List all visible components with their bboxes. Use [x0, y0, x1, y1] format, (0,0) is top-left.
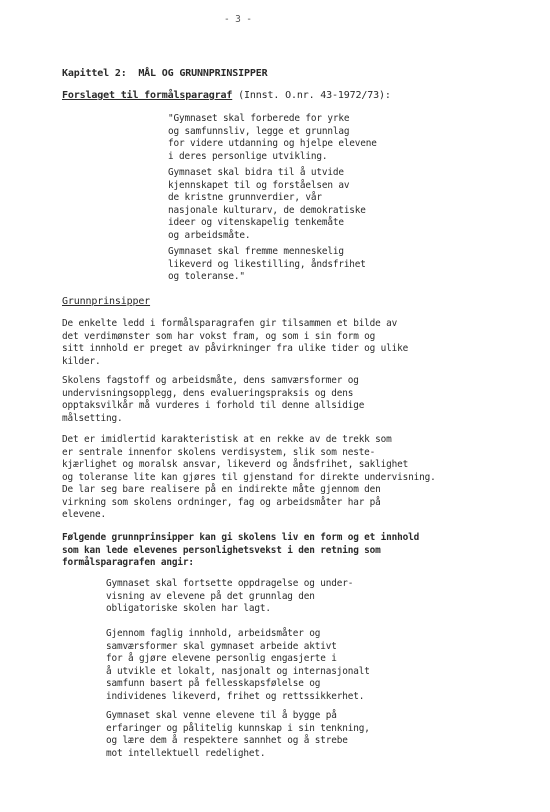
section-heading-grunnprinsipper: Grunnprinsipper	[62, 296, 151, 307]
principle-paragraph: Gymnaset skal fortsette oppdragelse og under- visning av elevene på det grunnlag den obligatoriske skolen har lagt.	[106, 578, 354, 614]
body-paragraph: Følgende grunnprinsipper kan gi skolens liv en form og et innhold som kan lede elevenes personlighetsvekst i den retning som formålsparagrafen angir:	[62, 532, 420, 568]
quote-paragraph: Gymnaset skal fremme menneskelig likeverd og likestilling, åndsfrihet og toleranse."	[168, 246, 366, 282]
body-paragraph: De enkelte ledd i formålsparagrafen gir tilsammen et bilde av det verdimønster som har vokst fram, og som i sin form og sitt innhold er preget av påvirkninger fra ulike tider og ulike kilder.	[62, 318, 409, 367]
section-heading-formalsparagraf	[62, 90, 391, 103]
section-reference: (Innst. O.nr. 43-1972/73):	[232, 90, 391, 101]
quote-paragraph: Gymnaset skal bidra til å utvide kjennskapet til og forståelsen av de kristne grunnverdier, vår nasjonale kulturarv, de demokratiske ideer og vitenskapelig tenkemåte og arbeidsmåte.	[168, 167, 366, 241]
section-title: Forslaget til formålsparagraf	[62, 90, 233, 101]
body-paragraph: Skolens fagstoff og arbeidsmåte, dens samværsformer og undervisningsopplegg, dens evalueringspraksis og dens opptaksvilkår må vurderes i forhold til denne allsidige målsetting.	[62, 375, 365, 424]
principle-paragraph: Gymnaset skal venne elevene til å bygge på erfaringer og pålitelig kunnskap i sin tenkning, og lære dem å respektere sannhet og å strebe mot intellektuell redelighet.	[106, 710, 370, 759]
body-paragraph: Det er imidlertid karakteristisk at en rekke av de trekk som er sentrale innenfor skolens verdisystem, slik som neste- kjærlighet og moralsk ansvar, likeverd og åndsfrihet, saklighet og toleranse lite kan gjøres til gjenstand for direkte undervisning. De lar seg bare realisere på en indirekte måte gjennom den virkning som skolens ordninger, fag og arbeidsmåter har på elevene.	[62, 434, 436, 520]
page-number: - 3 -	[224, 14, 252, 25]
principle-paragraph: Gjennom faglig innhold, arbeidsmåter og samværsformer skal gymnaset arbeide aktivt for å gjøre elevene personlig engasjerte i å utvikle et lokalt, nasjonalt og internasjonalt samfunn basert på fellesskapsfølelse og individenes likeverd, frihet og rettssikkerhet.	[106, 628, 370, 702]
chapter-heading: Kapittel 2: MÅL OG GRUNNPRINSIPPER	[62, 68, 268, 79]
quote-paragraph: "Gymnaset skal forberede for yrke og samfunnsliv, legge et grunnlag for videre utdanning og hjelpe elevene i deres personlige utvikling.	[168, 113, 377, 162]
